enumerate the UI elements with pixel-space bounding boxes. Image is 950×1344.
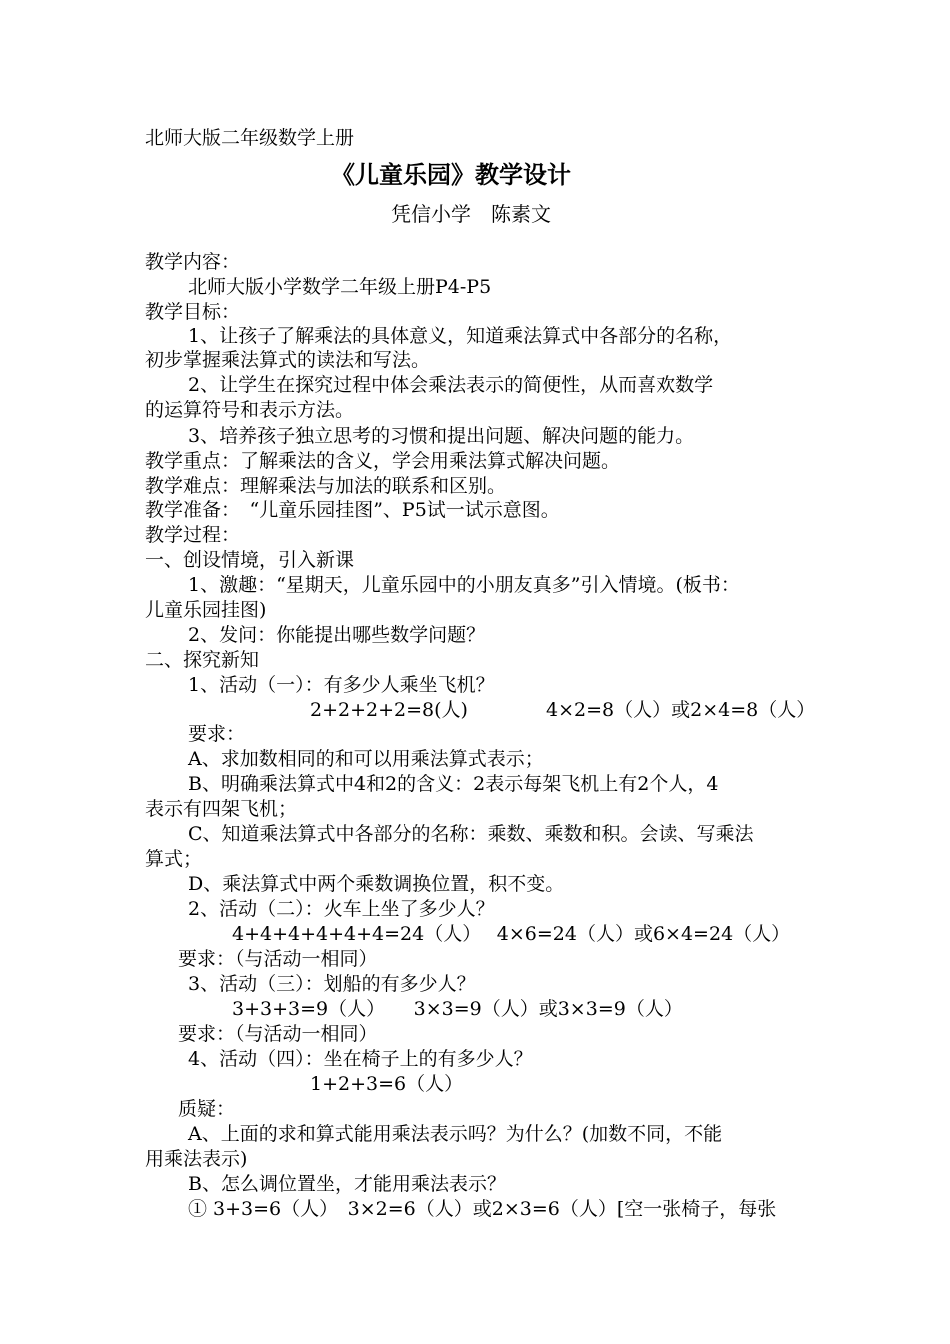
text-line: 教学准备： “儿童乐园挂图”、P5试一试示意图。 xyxy=(145,499,560,521)
text-line: 3、培养孩子独立思考的习惯和提出问题、解决问题的能力。 xyxy=(188,425,695,447)
text-line: 2、发问：你能提出哪些数学问题？ xyxy=(188,624,486,646)
section-heading: 教学过程： xyxy=(145,524,241,546)
text-line: 算式； xyxy=(145,848,203,870)
text-line: 4、活动（四）：坐在椅子上的有多少人？ xyxy=(188,1048,533,1070)
equation: 4×2=8（人）或2×4=8（人） xyxy=(546,699,816,721)
text-line: ① 3+3=6（人） 3×2=6（人）或2×3=6（人）[空一张椅子，每张 xyxy=(188,1198,777,1220)
section-heading: 二、探究新知 xyxy=(145,649,260,671)
text-line: 质疑： xyxy=(178,1098,236,1120)
text-line: D、乘法算式中两个乘数调换位置，积不变。 xyxy=(188,873,565,895)
text-line: 教学难点：理解乘法与加法的联系和区别。 xyxy=(145,475,507,497)
text-line: 要求： xyxy=(188,723,246,745)
text-line: 初步掌握乘法算式的读法和写法。 xyxy=(145,349,431,371)
text-line: 2、活动（二）：火车上坐了多少人？ xyxy=(188,898,495,920)
text-line: 北师大版小学数学二年级上册P4-P5 xyxy=(188,276,492,298)
text-line: 教学重点：了解乘法的含义，学会用乘法算式解决问题。 xyxy=(145,450,621,472)
section-heading: 教学目标： xyxy=(145,301,241,323)
equation: 3+3+3=9（人） 3×3=9（人）或3×3=9（人） xyxy=(232,998,683,1020)
text-line: 1、激趣：“星期天，儿童乐园中的小朋友真多”引入情境。(板书： xyxy=(188,574,740,596)
text-line: 3、活动（三）：划船的有多少人？ xyxy=(188,973,476,995)
text-line: 1、活动（一）：有多少人乘坐飞机？ xyxy=(188,674,495,696)
document-title: 《儿童乐园》教学设计 xyxy=(331,160,571,189)
series-heading: 北师大版二年级数学上册 xyxy=(145,127,355,149)
equation: 1+2+3=6（人） xyxy=(310,1073,464,1095)
text-line: 2、让学生在探究过程中体会乘法表示的简便性，从而喜欢数学 xyxy=(188,374,714,396)
text-line: 表示有四架飞机； xyxy=(145,798,298,820)
text-line: 儿童乐园挂图) xyxy=(145,599,267,621)
text-line: B、怎么调位置坐，才能用乘法表示？ xyxy=(188,1173,506,1195)
text-line: A、求加数相同的和可以用乘法算式表示； xyxy=(188,748,544,770)
text-line: 的运算符号和表示方法。 xyxy=(145,399,355,421)
text-line: 要求：（与活动一相同） xyxy=(178,948,378,970)
text-line: C、知道乘法算式中各部分的名称：乘数、乘数和积。会读、写乘法 xyxy=(188,823,754,845)
text-line: 1、让孩子了解乘法的具体意义，知道乘法算式中各部分的名称， xyxy=(188,325,733,347)
text-line: 用乘法表示) xyxy=(145,1148,248,1170)
equation: 4+4+4+4+4+4=24（人） 4×6=24（人）或6×4=24（人） xyxy=(232,923,791,945)
equation: 2+2+2+2=8(人) xyxy=(310,699,468,721)
text-line: 要求：（与活动一相同） xyxy=(178,1023,378,1045)
text-line: A、上面的求和算式能用乘法表示吗？为什么？(加数不同，不能 xyxy=(188,1123,723,1145)
section-heading: 一、创设情境，引入新课 xyxy=(145,549,355,571)
section-heading: 教学内容： xyxy=(145,251,241,273)
text-line: B、明确乘法算式中4和2的含义：2表示每架飞机上有2个人，4 xyxy=(188,773,719,795)
author-line: 凭信小学 陈素文 xyxy=(391,202,551,226)
